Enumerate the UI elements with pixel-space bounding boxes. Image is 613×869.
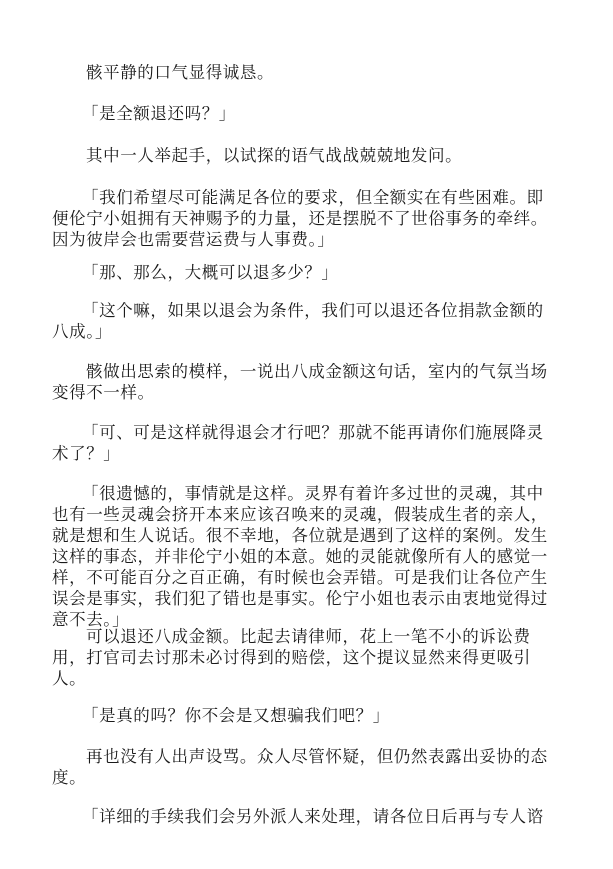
- paragraph-narration: 可以退还八成金额。比起去请律师，花上一笔不小的诉讼费用，打官司去讨那未必讨得到的赔偿，这个提议显然来得更吸引人。: [52, 627, 531, 688]
- paragraph-narration: 再也没有人出声设骂。众人尽管怀疑，但仍然表露出妥协的态度。: [52, 747, 548, 787]
- paragraph-dialogue: 「这个嘛，如果以退会为条件，我们可以退还各位捐款金额的八成。」: [52, 301, 544, 341]
- paragraph-dialogue: 「是真的吗？你不会是又想骗我们吧？」: [82, 706, 390, 725]
- paragraph-dialogue: 「很遗憾的，事情就是这样。灵界有着许多过世的灵魂，其中也有一些灵魂会挤开本来应该召唤来的灵魂，假装成生者的亲人，就是想和生人说话。很不幸地，各位就是遇到了这样的案例。发生这样的事态，并非伦宁小姐的本意。她的灵能就像所有人的感觉一样，不可能百分之百正确，有时候也会弄错。可是我们让各位产生误会是事实，我们犯了错也是事实。伦宁小姐也表示由衷地觉得过意不去。」: [52, 484, 548, 629]
- paragraph-dialogue: 「那、那么，大概可以退多少？」: [82, 263, 339, 282]
- paragraph-narration: 骸做出思索的模样，一说出八成金额这句话，室内的气氛当场变得不一样。: [52, 362, 548, 402]
- paragraph-narration: 其中一人举起手，以试探的语气战战兢兢地发问。: [86, 146, 463, 165]
- paragraph-dialogue: 「我们希望尽可能满足各位的要求，但全额实在有些困难。即便伦宁小姐拥有天神赐予的力量，还是摆脱不了世俗事务的牵绊。因为彼岸会也需要营运费与人事费。」: [52, 188, 548, 249]
- paragraph-dialogue: 「详细的手续我们会另外派人来处理，请各位日后再与专人谘: [82, 807, 544, 826]
- paragraph-dialogue: 「可、可是这样就得退会才行吧？那就不能再请你们施展降灵术了？」: [52, 423, 544, 463]
- paragraph-narration: 骸平静的口气显得诚恳。: [86, 63, 275, 82]
- paragraph-dialogue: 「是全额退还吗？」: [82, 104, 236, 123]
